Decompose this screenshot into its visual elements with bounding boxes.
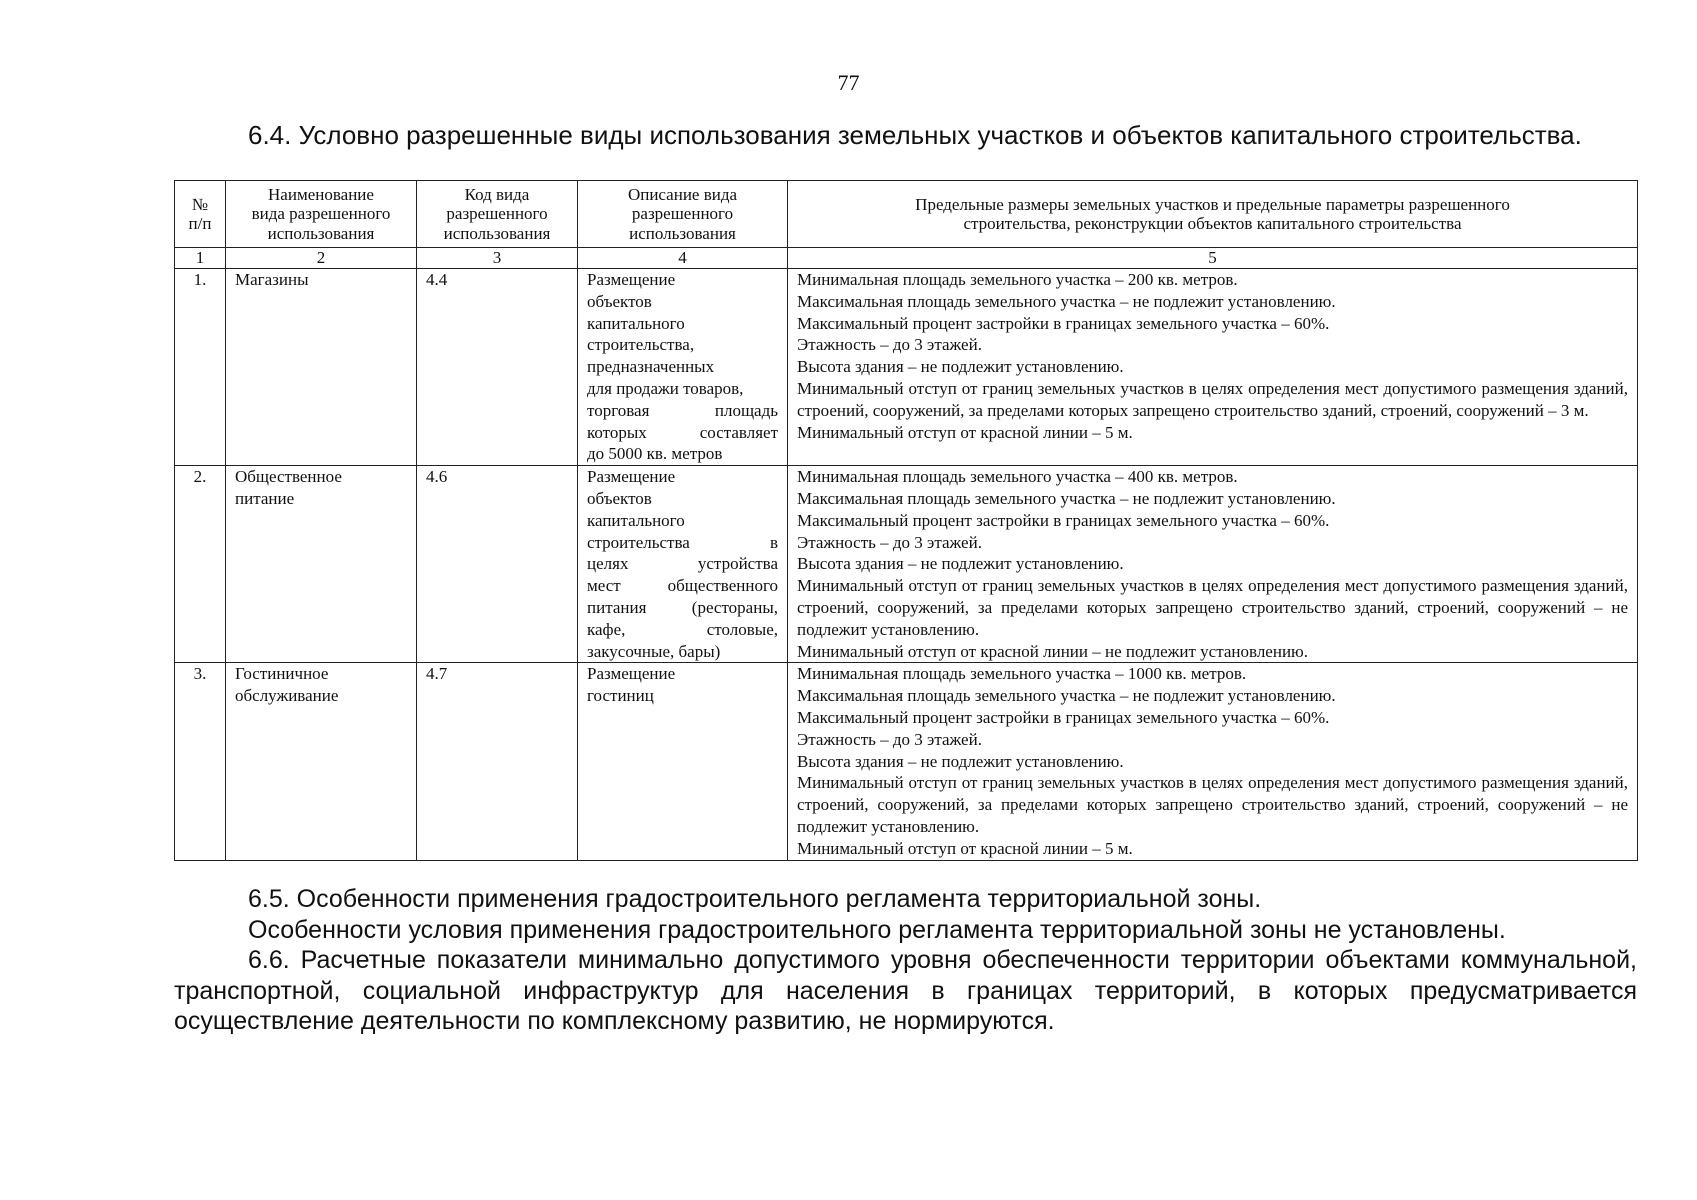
column-number: 4	[578, 248, 788, 269]
desc-line: мест общественного	[587, 576, 778, 596]
param-line: Высота здания – не подлежит установлению.	[797, 751, 1124, 771]
table-row	[175, 466, 1638, 663]
use-name-line: Гостиничное	[235, 664, 329, 684]
table-header-row	[175, 181, 1638, 248]
use-name-line: Общественное	[235, 467, 342, 487]
use-name-line: Магазины	[235, 270, 309, 289]
use-parameters	[788, 466, 1638, 663]
param-line: Этажность – до 3 этажей.	[797, 532, 982, 552]
desc-line: объектов	[587, 291, 652, 311]
header-params	[788, 181, 1638, 248]
param-line: Минимальная площадь земельного участка – 1000 кв. метров.	[797, 664, 1247, 684]
desc-line: кафе, столовые,	[587, 619, 778, 639]
header-params-line: строительства, реконструкции объектов капитального строительства	[963, 214, 1462, 233]
desc-line: капитального	[587, 510, 685, 530]
param-line: Минимальный отступ от границ земельных участков в целях определения мест допустимого размещения зданий, строений, сооружений, за пределами которых запрещено строительство зданий, строений, сооружений – 3 м.	[797, 378, 1628, 420]
param-line: Максимальный процент застройки в границах земельного участка – 60%.	[797, 510, 1330, 530]
param-line: Минимальная площадь земельного участка – 400 кв. метров.	[797, 467, 1238, 487]
param-line: Минимальный отступ от красной линии – 5 м.	[797, 838, 1133, 858]
param-line: Высота здания – не подлежит установлению.	[797, 554, 1124, 574]
param-line: Минимальная площадь земельного участка – 200 кв. метров.	[797, 270, 1238, 289]
desc-line: Размещение	[587, 664, 676, 684]
param-line: Минимальный отступ от границ земельных участков в целях определения мест допустимого размещения зданий, строений, сооружений, за пределами которых запрещено строительство зданий, строений, сооружений – не подлежит установлению.	[797, 576, 1628, 639]
row-number: 3.	[175, 663, 226, 860]
column-number: 5	[788, 248, 1638, 269]
row-number: 2.	[175, 466, 226, 663]
desc-line: Размещение	[587, 467, 676, 487]
use-code: 4.7	[417, 663, 578, 860]
use-description	[578, 269, 788, 466]
header-code-line: разрешенного	[446, 204, 548, 224]
param-line: Максимальная площадь земельного участка – не подлежит установлению.	[797, 291, 1336, 311]
param-line: Максимальный процент застройки в границах земельного участка – 60%.	[797, 707, 1330, 727]
header-num	[175, 181, 226, 248]
desc-line: целях устройства	[587, 554, 778, 574]
header-params-line: Предельные размеры земельных участков и предельные параметры разрешенного	[915, 194, 1510, 214]
table-row	[175, 269, 1638, 466]
desc-line: для продажи товаров,	[587, 378, 744, 398]
use-parameters	[788, 663, 1638, 860]
desc-line: объектов	[587, 488, 652, 508]
param-line: Минимальный отступ от границ земельных участков в целях определения мест допустимого размещения зданий, строений, сооружений, за пределами которых запрещено строительство зданий, строений, сооружений – не подлежит установлению.	[797, 773, 1628, 836]
desc-line: предназначенных	[587, 357, 715, 377]
use-parameters	[788, 269, 1638, 466]
page-number: 77	[837, 70, 860, 95]
desc-line: строительства в	[587, 532, 778, 552]
use-description	[578, 466, 788, 663]
section-heading-6-5: 6.5. Особенности применения градостроительного регламента территориальной зоны.	[248, 885, 1262, 913]
header-name-line: Наименование	[268, 184, 374, 204]
header-num-line: п/п	[188, 214, 212, 233]
desc-line: закусочные, бары)	[587, 641, 721, 661]
header-code-line: использования	[443, 223, 551, 243]
header-name-line: вида разрешенного	[251, 204, 391, 224]
column-number: 2	[226, 248, 417, 269]
desc-line: торговая площадь	[587, 400, 778, 420]
param-line: Максимальная площадь земельного участка – не подлежит установлению.	[797, 488, 1336, 508]
section-heading-6-4: 6.4. Условно разрешенные виды использования земельных участков и объектов капитального строительства.	[248, 120, 1582, 150]
header-name-line: использования	[267, 223, 375, 243]
paragraph-6-6: 6.6. Расчетные показатели минимально допустимого уровня обеспеченности территории объектами коммунальной, транспортной, социальной инфраструктур для населения в границах территорий, в которых предусматривается осуществление деятельности по комплексному развитию, не нормируются.	[174, 946, 1637, 1035]
paragraph-6-5: Особенности условия применения градостроительного регламента территориальной зоны не установлены.	[248, 915, 1506, 944]
use-name-line: обслуживание	[235, 686, 339, 706]
column-number-row	[175, 248, 1638, 269]
column-number: 1	[175, 248, 226, 269]
use-name	[226, 269, 417, 466]
use-name-line: питание	[235, 488, 295, 508]
column-number: 3	[417, 248, 578, 269]
use-name	[226, 663, 417, 860]
param-line: Этажность – до 3 этажей.	[797, 335, 982, 355]
header-desc-line: использования	[629, 223, 736, 243]
desc-line: до 5000 кв. метров	[587, 444, 723, 464]
header-desc-line: разрешенного	[631, 204, 734, 224]
param-line: Высота здания – не подлежит установлению.	[797, 357, 1124, 377]
header-desc	[578, 181, 788, 248]
param-line: Минимальный отступ от красной линии – не подлежит установлению.	[797, 641, 1308, 661]
desc-line: которых составляет	[587, 422, 778, 442]
table-row	[175, 663, 1638, 860]
header-code-line: Код вида	[464, 184, 530, 204]
row-number: 1.	[175, 269, 226, 466]
section-6-5-block	[174, 884, 1637, 1037]
permitted-use-table	[174, 180, 1638, 861]
header-desc-line: Описание вида	[627, 184, 738, 204]
desc-line: капитального	[587, 313, 685, 333]
desc-line: гостиниц	[587, 686, 654, 706]
header-num-line: №	[191, 194, 209, 214]
use-name	[226, 466, 417, 663]
param-line: Максимальная площадь земельного участка – не подлежит установлению.	[797, 686, 1336, 706]
desc-line: питания (рестораны,	[587, 597, 778, 617]
header-code	[417, 181, 578, 248]
desc-line: строительства,	[587, 335, 695, 355]
use-description	[578, 663, 788, 860]
param-line: Этажность – до 3 этажей.	[797, 729, 982, 749]
param-line: Максимальный процент застройки в границах земельного участка – 60%.	[797, 313, 1330, 333]
header-name	[226, 181, 417, 248]
param-line: Минимальный отступ от красной линии – 5 м.	[797, 422, 1133, 442]
desc-line: Размещение	[587, 270, 676, 289]
use-code: 4.4	[417, 269, 578, 466]
use-code: 4.6	[417, 466, 578, 663]
